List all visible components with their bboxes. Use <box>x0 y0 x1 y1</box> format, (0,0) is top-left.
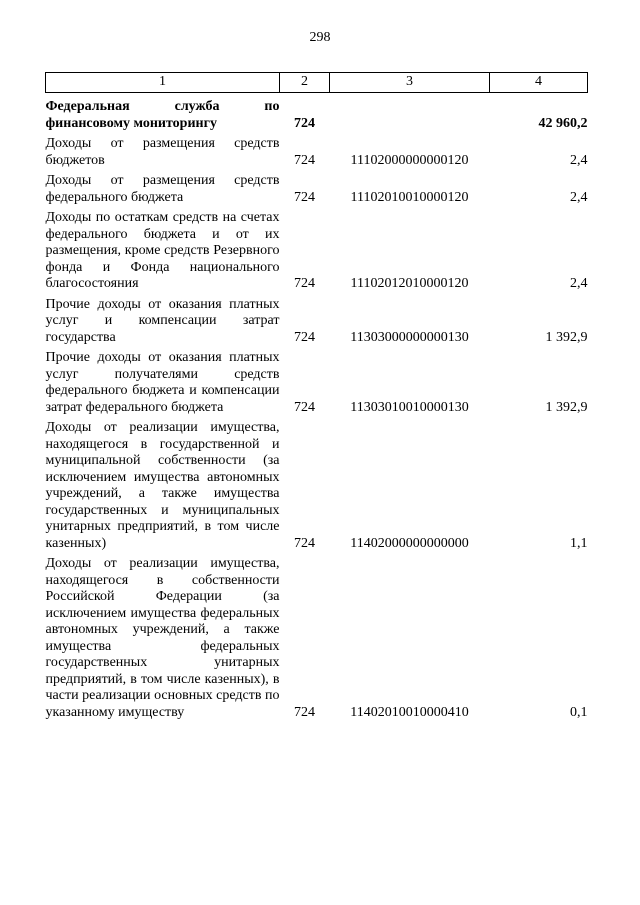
row-amount: 1,1 <box>570 535 588 551</box>
table-row <box>46 556 588 725</box>
row-classification-code <box>330 93 490 137</box>
table-row <box>46 350 588 420</box>
row-admin-code: 724 <box>294 704 315 720</box>
row-name: Доходы от реализации имущества, находящегося в государственной и муниципальной собственности (за исключением имущества автономных учреждений, а также имущества государственных и муниципальных унитарных предприятий, в том числе казенных) <box>45 420 280 551</box>
row-amount: 1 392,9 <box>545 399 588 415</box>
row-classification-code: 11102010010000120 <box>350 189 469 205</box>
row-name: Доходы по остаткам средств на счетах федерального бюджета и от их размещения, кроме средств Резервного фонда и Фонда национального благосостояния <box>45 210 280 291</box>
row-classification-code: 11303000000000130 <box>350 329 469 345</box>
row-admin-code: 724 <box>294 329 315 345</box>
column-header-2: 2 <box>280 73 330 93</box>
row-classification-code: 11303010010000130 <box>350 399 469 415</box>
row-amount: 1 392,9 <box>545 329 588 345</box>
header-row <box>46 73 588 93</box>
row-name: Прочие доходы от оказания платных услуг получателями средств федерального бюджета и компенсации затрат федерального бюджета <box>45 350 280 415</box>
row-name: Доходы от размещения средств бюджетов <box>45 136 280 168</box>
table-row <box>46 136 588 173</box>
row-classification-code: 11102012010000120 <box>350 276 469 291</box>
row-name: Федеральная служба по финансовому мониторингу <box>45 99 280 131</box>
row-amount: 42 960,2 <box>538 115 588 131</box>
row-name: Прочие доходы от оказания платных услуг и компенсации затрат государства <box>45 296 280 345</box>
table-body <box>46 93 588 726</box>
table-row <box>46 210 588 297</box>
table-header <box>46 73 588 93</box>
row-name: Доходы от реализации имущества, находящегося в собственности Российской Федерации (за исключением имущества федеральных автономных учреждений, а также имущества федеральных государственных унитарных предприятий, в том числе казенных), в части реализации основных средств по указанному имуществу <box>45 556 280 720</box>
row-amount: 0,1 <box>570 704 588 720</box>
row-classification-code: 11102000000000120 <box>350 152 469 168</box>
row-amount: 2,4 <box>570 189 588 205</box>
row-amount: 2,4 <box>570 152 588 168</box>
row-name: Доходы от размещения средств федерального бюджета <box>45 173 280 205</box>
row-admin-code: 724 <box>294 152 315 168</box>
column-header-3: 3 <box>330 73 490 93</box>
table-row <box>46 173 588 210</box>
row-admin-code: 724 <box>294 399 315 415</box>
table-row <box>46 297 588 351</box>
page-number: 298 <box>309 30 331 45</box>
table-row <box>46 93 588 137</box>
row-admin-code: 724 <box>294 189 315 205</box>
row-classification-code: 11402010010000410 <box>350 704 469 720</box>
column-header-1: 1 <box>46 73 280 93</box>
row-admin-code: 724 <box>294 276 315 291</box>
row-admin-code: 724 <box>294 535 315 551</box>
row-admin-code: 724 <box>294 115 315 131</box>
table-row <box>46 420 588 556</box>
column-header-4: 4 <box>490 73 588 93</box>
row-amount: 2,4 <box>570 276 588 291</box>
budget-revenue-table <box>45 72 588 725</box>
row-classification-code: 11402000000000000 <box>350 535 469 551</box>
